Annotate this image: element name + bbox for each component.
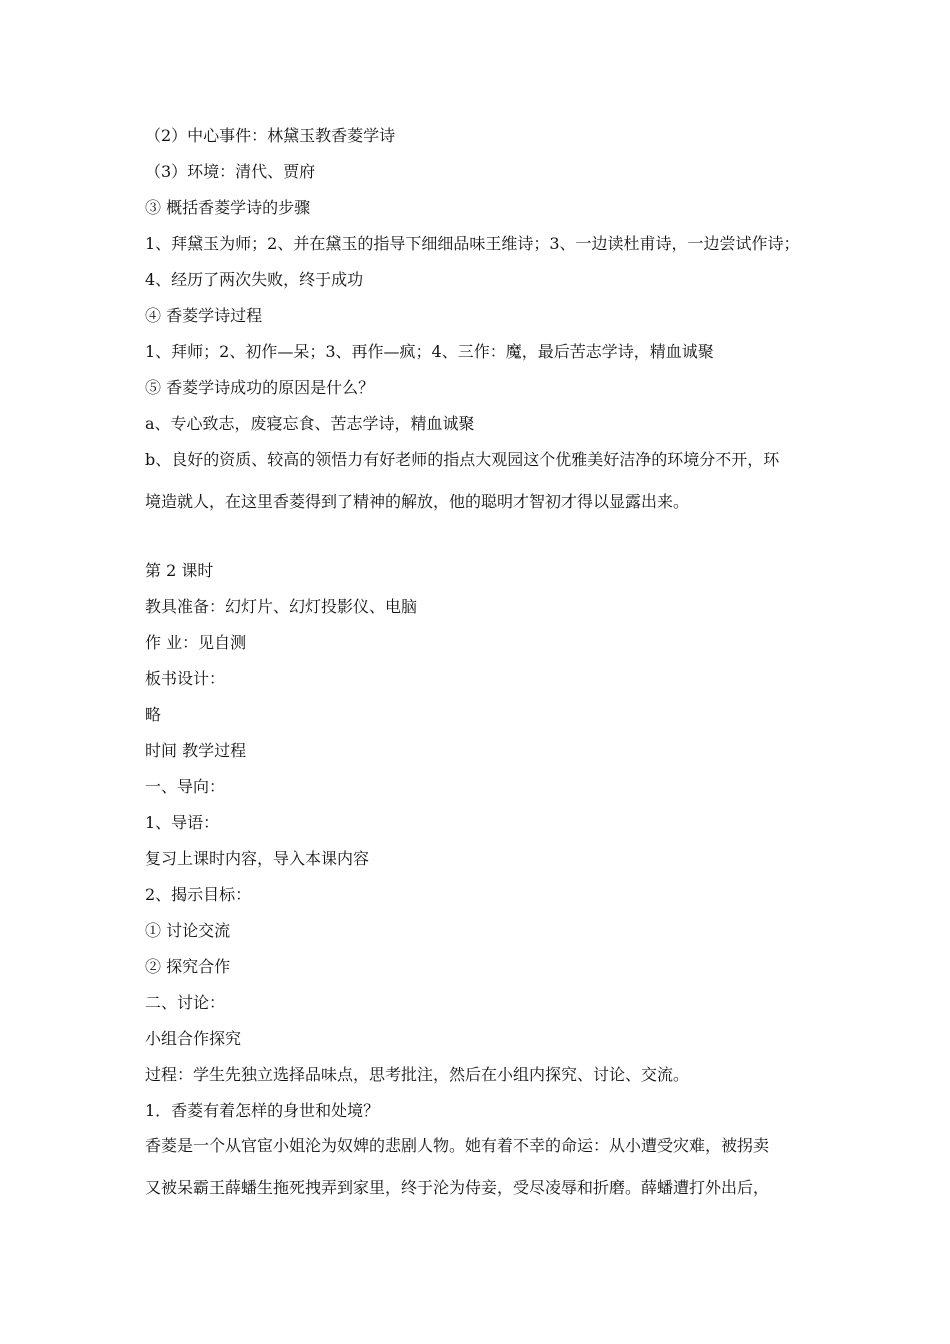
text-line: 1、拜师；2、初作—呆；3、再作—疯；4、三作：魔，最后苦志学诗，精血诚聚	[145, 342, 714, 361]
text-line: 一、导向：	[145, 777, 226, 796]
text-line: 2、揭示目标：	[145, 885, 252, 904]
text-line: 二、讨论：	[145, 993, 226, 1012]
text-line: ⑤ 香菱学诗成功的原因是什么？	[145, 378, 375, 397]
text-line: ① 讨论交流	[145, 921, 231, 940]
text-line: 1、拜黛玉为师；2、并在黛玉的指导下细细品味王维诗；3、一边读杜甫诗，一边尝试作诗；	[145, 234, 800, 253]
text-line: ③ 概括香菱学诗的步骤	[145, 198, 311, 217]
text-line: 又被呆霸王薛蟠生拖死拽弄到家里，终于沦为侍妾，受尽凌辱和折磨。薛蟠遭打外出后，	[145, 1178, 770, 1197]
text-line: 1．香菱有着怎样的身世和处境？	[145, 1101, 380, 1120]
text-line: 境造就人，在这里香菱得到了精神的解放，他的聪明才智初才得以显露出来。	[145, 492, 690, 511]
text-line: 教具准备：幻灯片、幻灯投影仪、电脑	[145, 597, 418, 616]
text-line: （3）环境：清代、贾府	[145, 162, 316, 181]
text-line: 过程：学生先独立选择品味点，思考批注，然后在小组内探究、讨论、交流。	[145, 1065, 690, 1084]
text-line: 作 业：见自测	[145, 633, 247, 652]
text-line: 香菱是一个从官宦小姐沦为奴婢的悲剧人物。她有着不幸的命运：从小遭受灾难，被拐卖	[145, 1136, 770, 1155]
text-line: a、专心致志，废寝忘食、苦志学诗，精血诚聚	[145, 414, 475, 433]
text-line: 复习上课时内容，导入本课内容	[145, 849, 370, 868]
text-line: 略	[145, 705, 162, 724]
text-line: （2）中心事件：林黛玉教香菱学诗	[145, 126, 396, 145]
text-line: 板书设计：	[145, 669, 226, 688]
section-heading: 第 2 课时	[145, 561, 214, 580]
text-line: ② 探究合作	[145, 957, 231, 976]
text-line: 4、经历了两次失败，终于成功	[145, 270, 364, 289]
text-line: b、良好的资质、较高的领悟力有好老师的指点大观园这个优雅美好洁净的环境分不开，环	[145, 450, 780, 469]
text-line: ④ 香菱学诗过程	[145, 306, 263, 325]
text-line: 小组合作探究	[145, 1029, 242, 1048]
text-line: 1、导语：	[145, 813, 220, 832]
text-line: 时间 教学过程	[145, 741, 247, 760]
